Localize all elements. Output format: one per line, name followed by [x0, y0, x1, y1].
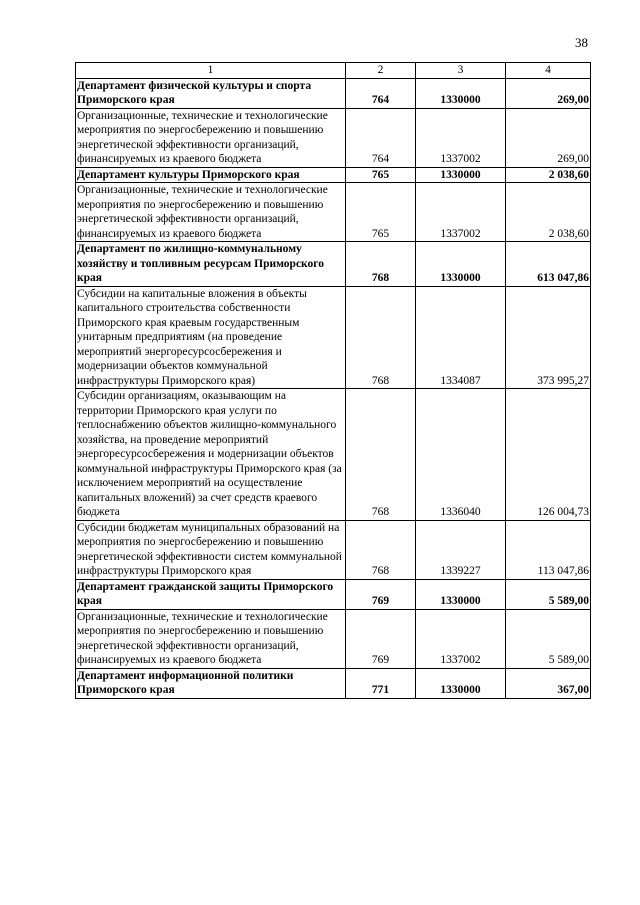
budget-table [75, 62, 591, 699]
row-amount-cell: 126 004,73 [506, 389, 591, 521]
row-amount-cell: 5 589,00 [506, 609, 591, 668]
department-row [76, 242, 591, 287]
row-name-cell: Департамент физической культуры и спорта Приморского края [76, 78, 346, 108]
row-target-cell: 1330000 [416, 579, 506, 609]
row-code-cell: 765 [346, 167, 416, 183]
column-header-2: 2 [346, 63, 416, 79]
column-header-4: 4 [506, 63, 591, 79]
row-name-cell: Департамент гражданской защиты Приморского края [76, 579, 346, 609]
row-target-cell: 1337002 [416, 183, 506, 242]
row-target-cell: 1330000 [416, 668, 506, 698]
row-target-cell: 1339227 [416, 520, 506, 579]
row-name-cell: Субсидии организациям, оказывающим на территории Приморского края услуги по теплоснабжению объектов жилищно-коммунального хозяйства, на проведение мероприятий энергоресурсосбережения и модернизации объектов коммунальной инфраструктуры Приморского края (за исключением мероприятий на осуществление капитальных вложений) за счет средств краевого бюджета [76, 389, 346, 521]
row-amount-cell: 5 589,00 [506, 579, 591, 609]
row-name-cell: Организационные, технические и технологические мероприятия по энергосбережению и повышению энергетической эффективности организаций, финансируемых из краевого бюджета [76, 609, 346, 668]
department-row [76, 78, 591, 108]
row-target-cell: 1336040 [416, 389, 506, 521]
row-code-cell: 764 [346, 108, 416, 167]
row-code-cell: 768 [346, 520, 416, 579]
row-name-cell: Субсидии бюджетам муниципальных образований на мероприятия по энергосбережению и повышению энергетической эффективности систем коммунальной инфраструктуры Приморского края [76, 520, 346, 579]
row-name-cell: Субсидии на капитальные вложения в объекты капитального строительства собственности Приморского края краевым государственным унитарным предприятиям (на проведение мероприятий энергоресурсосбережения и модернизации объектов коммунальной инфраструктуры Приморского края) [76, 286, 346, 389]
row-target-cell: 1330000 [416, 242, 506, 287]
row-name-cell: Департамент культуры Приморского края [76, 167, 346, 183]
table-row [76, 520, 591, 579]
row-target-cell: 1337002 [416, 609, 506, 668]
row-code-cell: 768 [346, 389, 416, 521]
row-target-cell: 1334087 [416, 286, 506, 389]
row-amount-cell: 373 995,27 [506, 286, 591, 389]
table-row [76, 183, 591, 242]
department-row [76, 668, 591, 698]
department-row [76, 167, 591, 183]
row-target-cell: 1337002 [416, 108, 506, 167]
row-name-cell: Организационные, технические и технологические мероприятия по энергосбережению и повышению энергетической эффективности организаций, финансируемых из краевого бюджета [76, 108, 346, 167]
row-code-cell: 769 [346, 579, 416, 609]
column-header-3: 3 [416, 63, 506, 79]
table-body [76, 78, 591, 698]
row-amount-cell: 269,00 [506, 78, 591, 108]
table-row [76, 609, 591, 668]
row-code-cell: 764 [346, 78, 416, 108]
row-code-cell: 768 [346, 242, 416, 287]
row-name-cell: Департамент по жилищно-коммунальному хозяйству и топливным ресурсам Приморского края [76, 242, 346, 287]
row-code-cell: 768 [346, 286, 416, 389]
row-target-cell: 1330000 [416, 78, 506, 108]
row-amount-cell: 613 047,86 [506, 242, 591, 287]
table-row [76, 286, 591, 389]
row-code-cell: 771 [346, 668, 416, 698]
row-name-cell: Департамент информационной политики Приморского края [76, 668, 346, 698]
table-row [76, 389, 591, 521]
row-amount-cell: 2 038,60 [506, 167, 591, 183]
table-header-row [76, 63, 591, 79]
row-amount-cell: 269,00 [506, 108, 591, 167]
row-amount-cell: 2 038,60 [506, 183, 591, 242]
row-target-cell: 1330000 [416, 167, 506, 183]
table-row [76, 108, 591, 167]
row-code-cell: 769 [346, 609, 416, 668]
department-row [76, 579, 591, 609]
row-code-cell: 765 [346, 183, 416, 242]
column-header-1: 1 [76, 63, 346, 79]
page-number: 38 [575, 35, 588, 50]
row-name-cell: Организационные, технические и технологические мероприятия по энергосбережению и повышению энергетической эффективности организаций, финансируемых из краевого бюджета [76, 183, 346, 242]
row-amount-cell: 367,00 [506, 668, 591, 698]
row-amount-cell: 113 047,86 [506, 520, 591, 579]
